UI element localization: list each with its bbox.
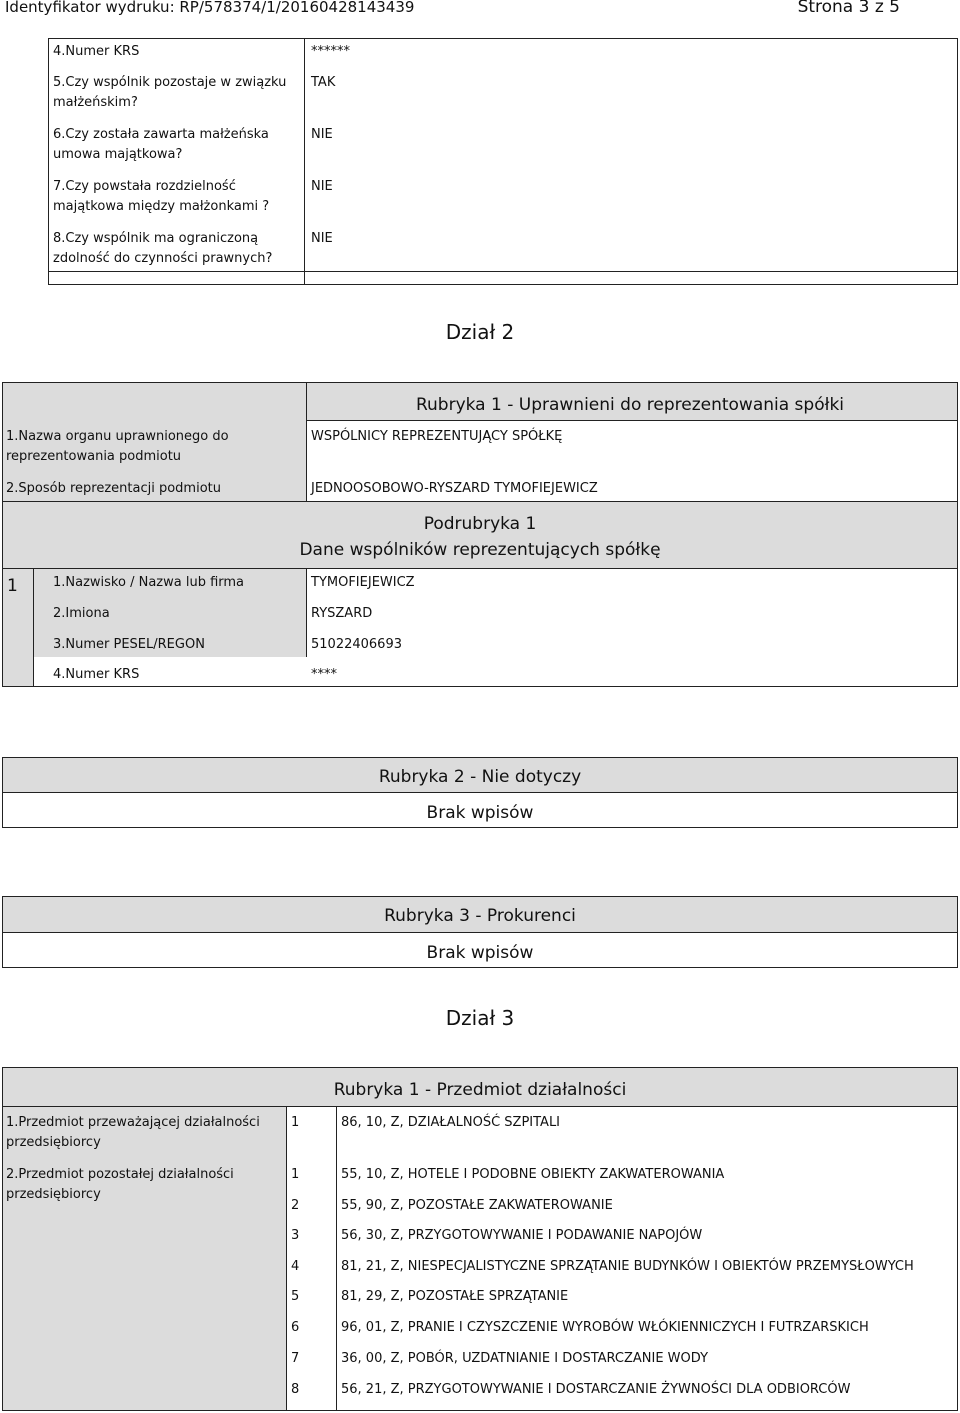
- other-activity-text: 81, 29, Z, POZOSTAŁE SPRZĄTANIE: [341, 1289, 569, 1304]
- podrubryka-subtitle: Dane wspólników reprezentujących spółkę: [299, 540, 661, 560]
- other-activity-no: 5: [291, 1289, 300, 1304]
- legal-capacity-label: 8.Czy wspólnik ma ograniczoną zdolność do czynności prawnych?: [53, 231, 273, 266]
- rubryka3-empty: Brak wpisów: [426, 943, 534, 963]
- separation-label: 7.Czy powstała rozdzielność majątkowa między małżonkami ?: [53, 179, 270, 214]
- other-activity-text: 96, 01, Z, PRANIE I CZYSZCZENIE WYROBÓW WŁÓKIENNICZYCH I FUTRZARSKICH: [341, 1320, 869, 1335]
- other-activity-no: 4: [291, 1259, 300, 1274]
- section-title-dzial-3: Dział 3: [445, 1006, 515, 1030]
- other-activity-text: 36, 00, Z, POBÓR, UZDATNIANIE I DOSTARCZANIE WODY: [341, 1351, 709, 1366]
- other-activity-no: 6: [291, 1320, 300, 1335]
- surname-value: TYMOFIEJEWICZ: [311, 575, 415, 590]
- marital-agreement-label: 6.Czy została zawarta małżeńska umowa majątkowa?: [53, 127, 269, 162]
- surname-label: 1.Nazwisko / Nazwa lub firma: [53, 575, 245, 590]
- marital-agreement-value: NIE: [311, 127, 333, 142]
- other-activity-no: 3: [291, 1228, 300, 1243]
- section-title-dzial-2: Dział 2: [445, 320, 515, 344]
- other-activity-no: 8: [291, 1382, 300, 1397]
- authority-label: 1.Nazwa organu uprawnionego do reprezentowania podmiotu: [6, 429, 229, 464]
- other-activity-no: 2: [291, 1198, 300, 1213]
- representation-label: 2.Sposób reprezentacji podmiotu: [6, 481, 221, 496]
- page-number: Strona 3 z 5: [797, 0, 900, 17]
- main-activity-label: 1.Przedmiot przeważającej działalności przedsiębiorcy: [6, 1115, 260, 1150]
- representation-value: JEDNOOSOBOWO-RYSZARD TYMOFIEJEWICZ: [311, 481, 598, 496]
- krs-label: 4.Numer KRS: [53, 667, 140, 682]
- marriage-value: TAK: [311, 75, 336, 90]
- print-identifier: Identyfikator wydruku: RP/578374/1/20160428143439: [5, 0, 415, 16]
- first-name-value: RYSZARD: [311, 606, 373, 621]
- podrubryka-title: Podrubryka 1: [423, 514, 537, 534]
- main-activity-no: 1: [291, 1115, 300, 1130]
- rubryka3-title: Rubryka 3 - Prokurenci: [384, 906, 576, 926]
- partner-krs-value: ******: [311, 44, 350, 59]
- rubryka1-title: Rubryka 1 - Uprawnieni do reprezentowania spółki: [415, 395, 845, 415]
- authority-value: WSPÓLNICY REPREZENTUJĄCY SPÓŁKĘ: [311, 429, 563, 444]
- pesel-value: 51022406693: [311, 637, 402, 652]
- pesel-label: 3.Numer PESEL/REGON: [53, 637, 205, 652]
- activity-title: Rubryka 1 - Przedmiot działalności: [333, 1080, 627, 1100]
- krs-value: ****: [311, 667, 337, 682]
- first-name-label: 2.Imiona: [53, 606, 110, 621]
- separation-value: NIE: [311, 179, 333, 194]
- other-activity-text: 81, 21, Z, NIESPECJALISTYCZNE SPRZĄTANIE BUDYNKÓW I OBIEKTÓW PRZEMYSŁOWYCH: [341, 1259, 914, 1274]
- podrubryka-index: 1: [7, 576, 18, 596]
- marriage-label: 5.Czy wspólnik pozostaje w związku małżeńskim?: [53, 75, 287, 110]
- other-activity-text: 56, 30, Z, PRZYGOTOWYWANIE I PODAWANIE NAPOJÓW: [341, 1228, 703, 1243]
- other-activity-no: 7: [291, 1351, 300, 1366]
- other-activity-text: 56, 21, Z, PRZYGOTOWYWANIE I DOSTARCZANIE ŻYWNOŚCI DLA ODBIORCÓW: [341, 1382, 851, 1397]
- main-activity-text: 86, 10, Z, DZIAŁALNOŚĆ SZPITALI: [341, 1115, 561, 1130]
- rubryka2-empty: Brak wpisów: [426, 803, 534, 823]
- other-activity-no: 1: [291, 1167, 300, 1182]
- legal-capacity-value: NIE: [311, 231, 333, 246]
- other-activity-text: 55, 10, Z, HOTELE I PODOBNE OBIEKTY ZAKWATEROWANIA: [341, 1167, 725, 1182]
- other-activity-text: 55, 90, Z, POZOSTAŁE ZAKWATEROWANIE: [341, 1198, 613, 1213]
- rubryka2-title: Rubryka 2 - Nie dotyczy: [378, 767, 582, 787]
- other-activity-label: 2.Przedmiot pozostałej działalności przedsiębiorcy: [6, 1167, 234, 1202]
- partner-krs-label: 4.Numer KRS: [53, 44, 140, 59]
